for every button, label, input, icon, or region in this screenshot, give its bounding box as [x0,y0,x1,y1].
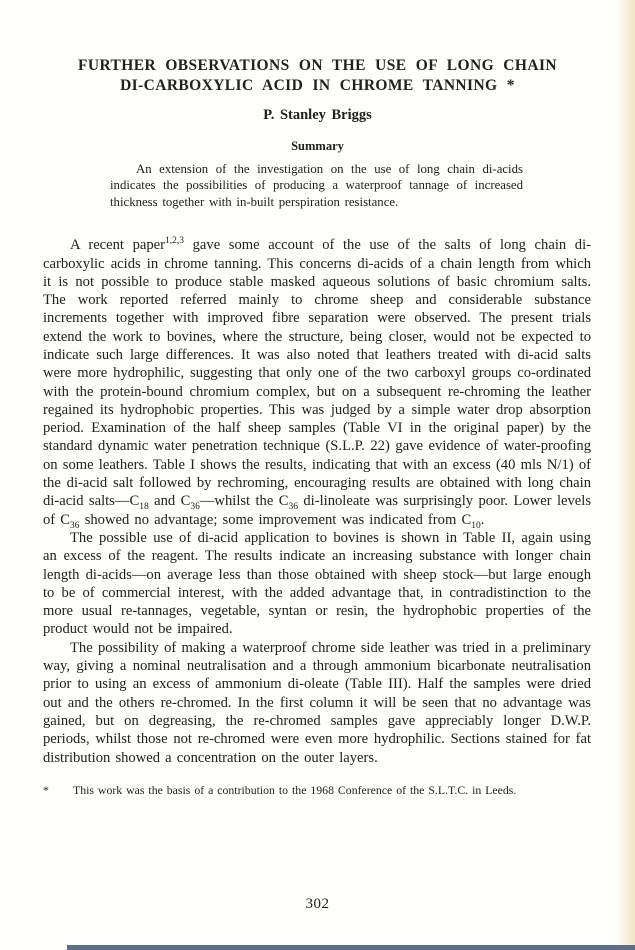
page-number: 302 [305,896,330,912]
summary-text: An extension of the investigation on the use of long chain di-acids indicates the possibilities of producing a waterproof tannage of increased thickness together with in-built perspiration resistance. [110,162,523,209]
body-paragraph-2: The possible use of di-acid application to bovines is shown in Table II, again using an excess of the reagent. The results indicate an increasing substance with longer chain length di-acids—on average less than those obtained with sheep stock—but large enough to be of commercial interest, with the added advantage that, in contradistinction to the more usual re-tannages, vegetable, syntan or resin, the hydrophobic properties of the product would not be impaired. [43,529,591,638]
body-paragraph-1: A recent paper$^{1,2,3}$ gave some account of the use of the salts of long chain di-carboxylic acids in chrome tanning. This concerns di-acids of a chain length from which it is not possible to produce stable masked aqueous solutions of basic chromium salts. The work reported referred mainly to chrome sheep and considerable substance increments together with improved fibre separation were observed. The present trials extend the work to bovines, where the structure, being closer, would not be expected to indicate such large differences. It was also noted that leathers treated with di-acid salts were more hydrophilic, suggesting that only one of the two carboxyl groups co-ordinated with the protein-bound chromium complex, but on a subsequent re-chroming the leather regained its hydrophobic properties. This was judged by a simple water drop absorption period. Examination of the half sheep samples (Table VI in the original paper) by the standard dynamic water penetration technique (S.L.P. 22) gave evidence of water-proofing on some leathers. Table I shows the results, indicating that with an excess (40 mls N/1) of the di-acid salt followed by rechroming, encouraging results are obtained with long chain di-acid $salts—C_{18}$ and $C_{36}—whilst$ the $C_{36}$ di-linoleate was surprisingly poor. Lower levels of $C_{36}$ showed no advantage; some improvement was indicated from $C_{10}$. [43,236,591,531]
article-body [43,236,591,767]
summary-heading: Summary [291,139,344,153]
article-title-line1: FURTHER OBSERVATIONS ON THE USE OF LONG CHAIN [78,57,557,74]
article-title-line2: DI-CARBOXYLIC ACID IN CHROME TANNING * [120,77,515,94]
author-name: P. Stanley Briggs [263,107,372,123]
body-paragraph-3: The possibility of making a waterproof chrome side leather was tried in a preliminary way, giving a nominal neutralisation and a through ammonium bicarbonate neutralisation prior to using an excess of ammonium di-oleate (Table III). Half the samples were dried out and the others re-chromed. In the first column it will be seen that no advantage was gained, but on degreasing, the re-chromed samples gave appreciably longer D.W.P. periods, whilst those not re-chromed were even more hydrophilic. Sections stained for fat distribution showed a concentration on the outer layers. [43,639,591,766]
article-title [60,56,575,96]
footnote-marker: * [43,782,49,797]
footnote [43,783,591,798]
bottom-scan-bar [67,945,635,950]
footnote-text: This work was the basis of a contribution to the 1968 Conference of the S.L.T.C. in Leeds. [73,782,517,797]
